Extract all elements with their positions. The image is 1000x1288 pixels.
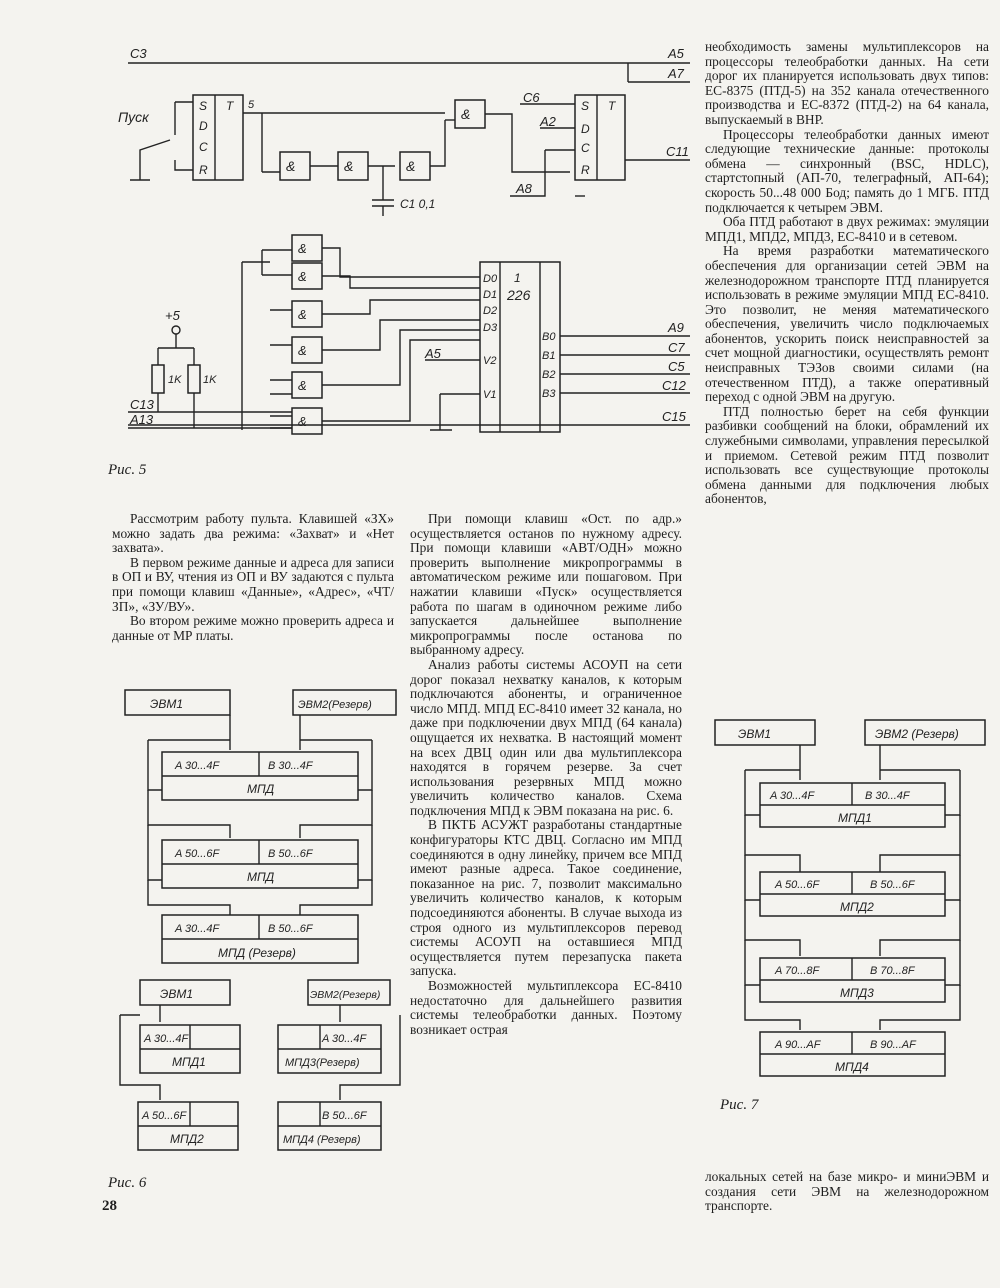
svg-text:B 90...AF: B 90...AF — [870, 1039, 916, 1051]
svg-text:B 50...6F: B 50...6F — [322, 1110, 367, 1122]
svg-text:A 50...6F: A 50...6F — [775, 879, 820, 891]
paragraph: необходимость замены мультиплексоров на процессоры телеобработки данных. На сети дорог их планируется использовать двух типов: ЕС-8375 (ПТД-5) на 352 канала отечественного производства и ЕС-8372 (ПТД-2) на 64 канала, выпускаемый в ВНР. — [705, 39, 989, 127]
svg-text:МПД1: МПД1 — [172, 1055, 206, 1069]
paragraph: При помощи клавиш «Ост. по адр.» осуществляется останов по нужному адресу. При помощи клавиши «АВТ/ОДН» можно проверить выполнение микропрограммы в автоматическом режиме или пошаговом. При нажатии клавиши «Пуск» осуществляется работа по шагам в одиночном режиме либо запускается дальнейшее выполнение микропрограммы после останова по выбранному адресу. — [410, 511, 682, 658]
svg-text:C: C — [199, 140, 208, 154]
label-pusk: Пуск — [118, 109, 149, 125]
paragraph: Во втором режиме можно проверить адреса и данные от МР платы. — [112, 613, 394, 643]
svg-text:S: S — [199, 99, 208, 113]
caption-fig7: Рис. 7 — [720, 1097, 759, 1113]
svg-text:D: D — [199, 119, 208, 133]
svg-text:B1: B1 — [542, 350, 556, 362]
svg-text:1K: 1K — [168, 374, 182, 386]
svg-text:МПД2: МПД2 — [170, 1132, 204, 1146]
svg-text:B2: B2 — [542, 369, 556, 381]
svg-text:5: 5 — [248, 99, 255, 111]
svg-text:ЭВМ2(Резерв): ЭВМ2(Резерв) — [310, 989, 381, 1001]
paragraph: Рассмотрим работу пульта. Клавишей «ЗХ» можно задать два режима: «Захват» и «Нет захвата». — [112, 511, 394, 556]
svg-text:МПД: МПД — [247, 870, 275, 884]
svg-text:МПД (Резерв): МПД (Резерв) — [218, 946, 296, 960]
svg-text:&: & — [344, 158, 354, 174]
svg-text:&: & — [298, 241, 307, 256]
text-column-3 — [705, 40, 989, 507]
label-c6: C6 — [523, 90, 540, 105]
svg-text:&: & — [286, 158, 296, 174]
svg-text:A 50...6F: A 50...6F — [142, 1110, 187, 1122]
svg-text:D: D — [581, 122, 590, 136]
svg-text:B 30...4F: B 30...4F — [865, 790, 910, 802]
svg-text:D0: D0 — [483, 273, 498, 285]
caption-fig6: Рис. 6 — [108, 1175, 147, 1191]
text-column-3-end — [705, 1170, 989, 1214]
svg-text:A 30...4F: A 30...4F — [770, 790, 815, 802]
svg-text:ЭВМ1: ЭВМ1 — [738, 727, 771, 741]
svg-text:&: & — [298, 414, 307, 429]
svg-text:A 90...AF: A 90...AF — [775, 1039, 821, 1051]
svg-text:A 30...4F: A 30...4F — [322, 1033, 367, 1045]
svg-text:B 50...6F: B 50...6F — [268, 923, 313, 935]
svg-text:C7: C7 — [668, 340, 685, 355]
svg-text:B 50...6F: B 50...6F — [870, 879, 915, 891]
svg-text:1: 1 — [514, 271, 521, 285]
label-c3: C3 — [130, 46, 147, 61]
label-a13: A13 — [130, 412, 154, 427]
text-column-2 — [410, 512, 682, 1037]
svg-text:МПД2: МПД2 — [840, 900, 874, 914]
paragraph: На время разработки математического обеспечения для организации сетей ЭВМ на железнодорожном транспорте ПТД планируется использовать в режиме эмуляции МПД ЕС-8410. Это позволит, не меняя математического обеспечения, увеличить число подключаемых абонентов, ускорить поиск неисправностей за счет мощной диагностики, осуществлять ремонт неисправных ТЭЗов своими силами (на отечественном ПТД), а также оперативный переход с одной ЭВМ на другую. — [705, 243, 989, 405]
svg-text:B3: B3 — [542, 388, 556, 400]
svg-text:B 30...4F: B 30...4F — [268, 760, 313, 772]
svg-text:C: C — [581, 141, 590, 155]
svg-text:D2: D2 — [483, 305, 498, 317]
svg-text:A 30...4F: A 30...4F — [175, 760, 220, 772]
svg-text:B 70...8F: B 70...8F — [870, 965, 915, 977]
svg-text:A 30...4F: A 30...4F — [175, 923, 220, 935]
svg-text:C15: C15 — [662, 409, 686, 424]
svg-text:A 30...4F: A 30...4F — [144, 1033, 189, 1045]
label-a5-top: A5 — [668, 46, 684, 61]
paragraph: Процессоры телеобработки данных имеют следующие технические данные: протоколы обмена — синхронный (BSC, HDLC), стартстопный (АП-70, телеграфный, АП-64); скорость 50...48 000 Бод; память до 1 МГБ. ПТД подключается к четырем ЭВМ. — [705, 126, 989, 215]
svg-text:V2: V2 — [483, 355, 497, 367]
svg-text:МПД4: МПД4 — [835, 1060, 869, 1074]
svg-text:ЭВМ2(Резерв): ЭВМ2(Резерв) — [298, 699, 372, 711]
svg-text:1K: 1K — [203, 374, 217, 386]
paragraph: ПТД полностью берет на себя функции разбивки сообщений на блоки, обрамлений их служебными символами, управления пересылкой и приемом. Сетевой режим ПТД позволит использовать все существующие протоколы обмена данными для подключения любых абонентов, — [705, 403, 989, 507]
svg-text:МПД4 (Резерв): МПД4 (Резерв) — [283, 1134, 361, 1146]
svg-text:V1: V1 — [483, 389, 497, 401]
label-c11: C11 — [666, 144, 689, 159]
caption-fig5: Рис. 5 — [108, 462, 147, 478]
svg-text:МПД3: МПД3 — [840, 986, 874, 1000]
paragraph: В ПКТБ АСУЖТ разработаны стандартные конфигураторы КТС ДВЦ. Согласно им МПД соединяются в одну линейку, причем все МПД имеют разные адреса. Такое соединение, показанное на рис. 7, позволит максимально увеличить количество каналов, к которым подсоединяются абоненты. В случае выхода из строя одного из мультиплексоров перевод системы АСОУП на оставшиеся МПД осуществляется путем перезапуска пакета запуска. — [410, 817, 682, 979]
svg-text:МПД: МПД — [247, 782, 275, 796]
svg-text:R: R — [581, 163, 590, 177]
label-a8: A8 — [516, 181, 532, 196]
svg-text:T: T — [226, 99, 234, 113]
svg-text:&: & — [461, 106, 471, 122]
paragraph: локальных сетей на базе микро- и миниЭВМ и создания сети ЭВМ на железнодорожном транспорте. — [705, 1169, 989, 1214]
svg-text:C12: C12 — [662, 378, 686, 393]
svg-text:&: & — [406, 158, 416, 174]
paragraph: Анализ работы системы АСОУП на сети дорог показал нехватку каналов, к которым подключаются абоненты, и ограниченное число МПД. МПД ЕС-8410 имеет 32 канала, но даже при подключении двух МПД (64 канала) ощущается их нехватка. В настоящий момент на всех ДВЦ один или два мультиплексора находятся в горячем резерве. За счет использования резервных МПД можно увеличить количество каналов. Схема подключения МПД к ЭВМ показана на рис. 6. — [410, 656, 682, 818]
svg-text:D1: D1 — [483, 289, 498, 301]
svg-text:&: & — [298, 378, 307, 393]
label-c13: C13 — [130, 397, 154, 412]
label-c1: C1 0,1 — [400, 197, 436, 211]
paragraph: В первом режиме данные и адреса для записи в ОП и ВУ, чтения из ОП и ВУ задаются с пульта при помощи клавиш «Данные», «Адрес», «ЧТ/ЗП», «ЗУ/ВУ». — [112, 554, 394, 614]
label-a7: A7 — [668, 66, 684, 81]
svg-text:C5: C5 — [668, 359, 685, 374]
svg-text:&: & — [298, 343, 307, 358]
svg-text:МПД1: МПД1 — [838, 811, 872, 825]
svg-text:МПД3(Резерв): МПД3(Резерв) — [285, 1057, 360, 1069]
svg-text:B 50...6F: B 50...6F — [268, 848, 313, 860]
paragraph: Возможностей мультиплексора ЕС-8410 недостаточно для дальнейшего развития системы телеобработки данных. Поэтому возникает острая — [410, 978, 682, 1037]
svg-text:R: R — [199, 163, 208, 177]
text-column-1 — [112, 512, 394, 643]
svg-text:ЭВМ1: ЭВМ1 — [150, 697, 183, 711]
page-number: 28 — [102, 1198, 117, 1214]
svg-text:S: S — [581, 99, 590, 113]
svg-text:A 70...8F: A 70...8F — [775, 965, 820, 977]
svg-text:B0: B0 — [542, 331, 556, 343]
paragraph: Оба ПТД работают в двух режимах: эмуляции МПД1, МПД2, МПД3, ЕС-8410 и в сетевом. — [705, 214, 989, 244]
label-a2: A2 — [540, 114, 556, 129]
svg-text:D3: D3 — [483, 322, 498, 334]
label-a5-mid: A5 — [425, 346, 441, 361]
svg-text:226: 226 — [507, 287, 531, 303]
svg-text:&: & — [298, 269, 307, 284]
svg-text:T: T — [608, 99, 616, 113]
svg-text:A 50...6F: A 50...6F — [175, 848, 220, 860]
svg-text:ЭВМ1: ЭВМ1 — [160, 987, 193, 1001]
svg-text:&: & — [298, 307, 307, 322]
svg-text:A9: A9 — [668, 320, 684, 335]
label-plus5: +5 — [165, 308, 180, 323]
svg-text:ЭВМ2 (Резерв): ЭВМ2 (Резерв) — [875, 727, 959, 741]
